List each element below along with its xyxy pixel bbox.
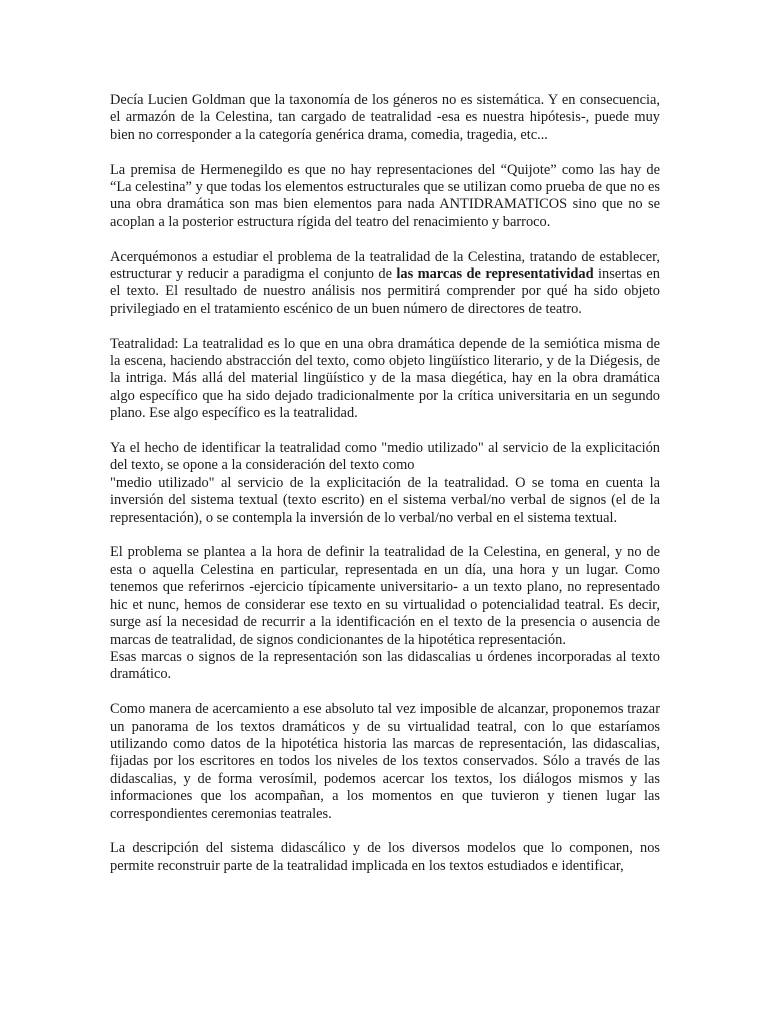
paragraph-text: La descripción del sistema didascálico y de los diversos modelos que lo componen, nos permite reconstruir parte de la teatralidad implicada en los textos estudiados e identificar, bbox=[110, 840, 660, 874]
paragraph-text: La premisa de Hermenegildo es que no hay representaciones del “Quijote” como las hay de “La celestina” y que todas los elementos estructurales que se utilizan como prueba de que no es una obra dramática son mas bien elementos para nada ANTIDRAMATICOS sino que no se acoplan a la posterior estructura rígida del teatro del renacimiento y barroco. bbox=[110, 161, 660, 230]
paragraph-text: Teatralidad: La teatralidad es lo que en una obra dramática depende de la semiótica misma de la escena, haciendo abstracción del texto, como objeto lingüístico literario, y de la Diégesis, de la intriga. Más allá del material lingüístico y de la masa diegética, hay en la obra dramática algo específico que ha sido dejado tradicionalmente por la crítica universitaria en un segundo plano. Ese algo específico es la teatralidad. bbox=[110, 335, 660, 422]
paragraph-problema bbox=[110, 544, 660, 683]
paragraph-medio-utilizado bbox=[110, 440, 660, 527]
paragraph-text: Acerquémonos a estudiar el problema de la teatralidad de la Celestina, tratando de establecer, estructurar y reducir a paradigma el conjunto de bbox=[110, 248, 660, 283]
paragraph-line: Esas marcas o signos de la representación son las didascalias u órdenes incorporadas al texto dramático. bbox=[110, 648, 660, 683]
paragraph-goldman bbox=[110, 92, 660, 144]
bold-phrase: las marcas de representatividad bbox=[396, 266, 594, 283]
paragraph-marcas bbox=[110, 249, 660, 319]
paragraph-hermenegildo bbox=[110, 162, 660, 232]
paragraph-text: insertas en el texto. El resultado de nuestro análisis nos permitirá comprender por qué ha sido objeto privilegiado en el tratamiento escénico de un buen número de directores de teatro. bbox=[110, 266, 660, 317]
paragraph-teatralidad bbox=[110, 336, 660, 423]
document-page bbox=[110, 92, 660, 875]
paragraph-line: "medio utilizado" al servicio de la explicitación de la teatralidad. O se toma en cuenta la inversión del sistema textual (texto escrito) en el sistema verbal/no verbal de signos (el de la representación), o se contempla la inversión de lo verbal/no verbal en el sistema textual. bbox=[110, 474, 660, 526]
paragraph-acercamiento bbox=[110, 701, 660, 823]
paragraph-line: Ya el hecho de identificar la teatralidad como "medio utilizado" al servicio de la explicitación del texto, se opone a la consideración del texto como bbox=[110, 440, 660, 474]
paragraph-descripcion bbox=[110, 840, 660, 875]
paragraph-line: El problema se plantea a la hora de definir la teatralidad de la Celestina, en general, y no de esta o aquella Celestina en particular, representada en un día, una hora y un lugar. Como tenemos que referirnos -ejercicio típicamente universitario- a un texto plano, no representado hic et nunc, hemos de considerar ese texto en su virtualidad o potencialidad teatral. Es decir, surge así la necesidad de recurrir a la identificación en el texto de la presencia o ausencia de marcas de teatralidad, de signos condicionantes de la hipotética representación. bbox=[110, 544, 660, 648]
paragraph-text: Decía Lucien Goldman que la taxonomía de los géneros no es sistemática. Y en consecuencia, el armazón de la Celestina, tan cargado de teatralidad -esa es nuestra hipótesis-, puede muy bien no corresponder a la categoría genérica drama, comedia, tragedia, etc... bbox=[110, 92, 660, 143]
paragraph-text: Como manera de acercamiento a ese absoluto tal vez imposible de alcanzar, proponemos trazar un panorama de los textos dramáticos y de su virtualidad teatral, con lo que estaríamos utilizando como datos de la hipotética historia las marcas de representación, las didascalias, fijadas por los escritores en todos los niveles de los textos conservados. Sólo a través de las didascalias, y de forma verosímil, podemos acercar los textos, los diálogos mismos y las informaciones que los acompañan, a los momentos en que tuvieron y tienen lugar las correspondientes ceremonias teatrales. bbox=[110, 701, 660, 822]
